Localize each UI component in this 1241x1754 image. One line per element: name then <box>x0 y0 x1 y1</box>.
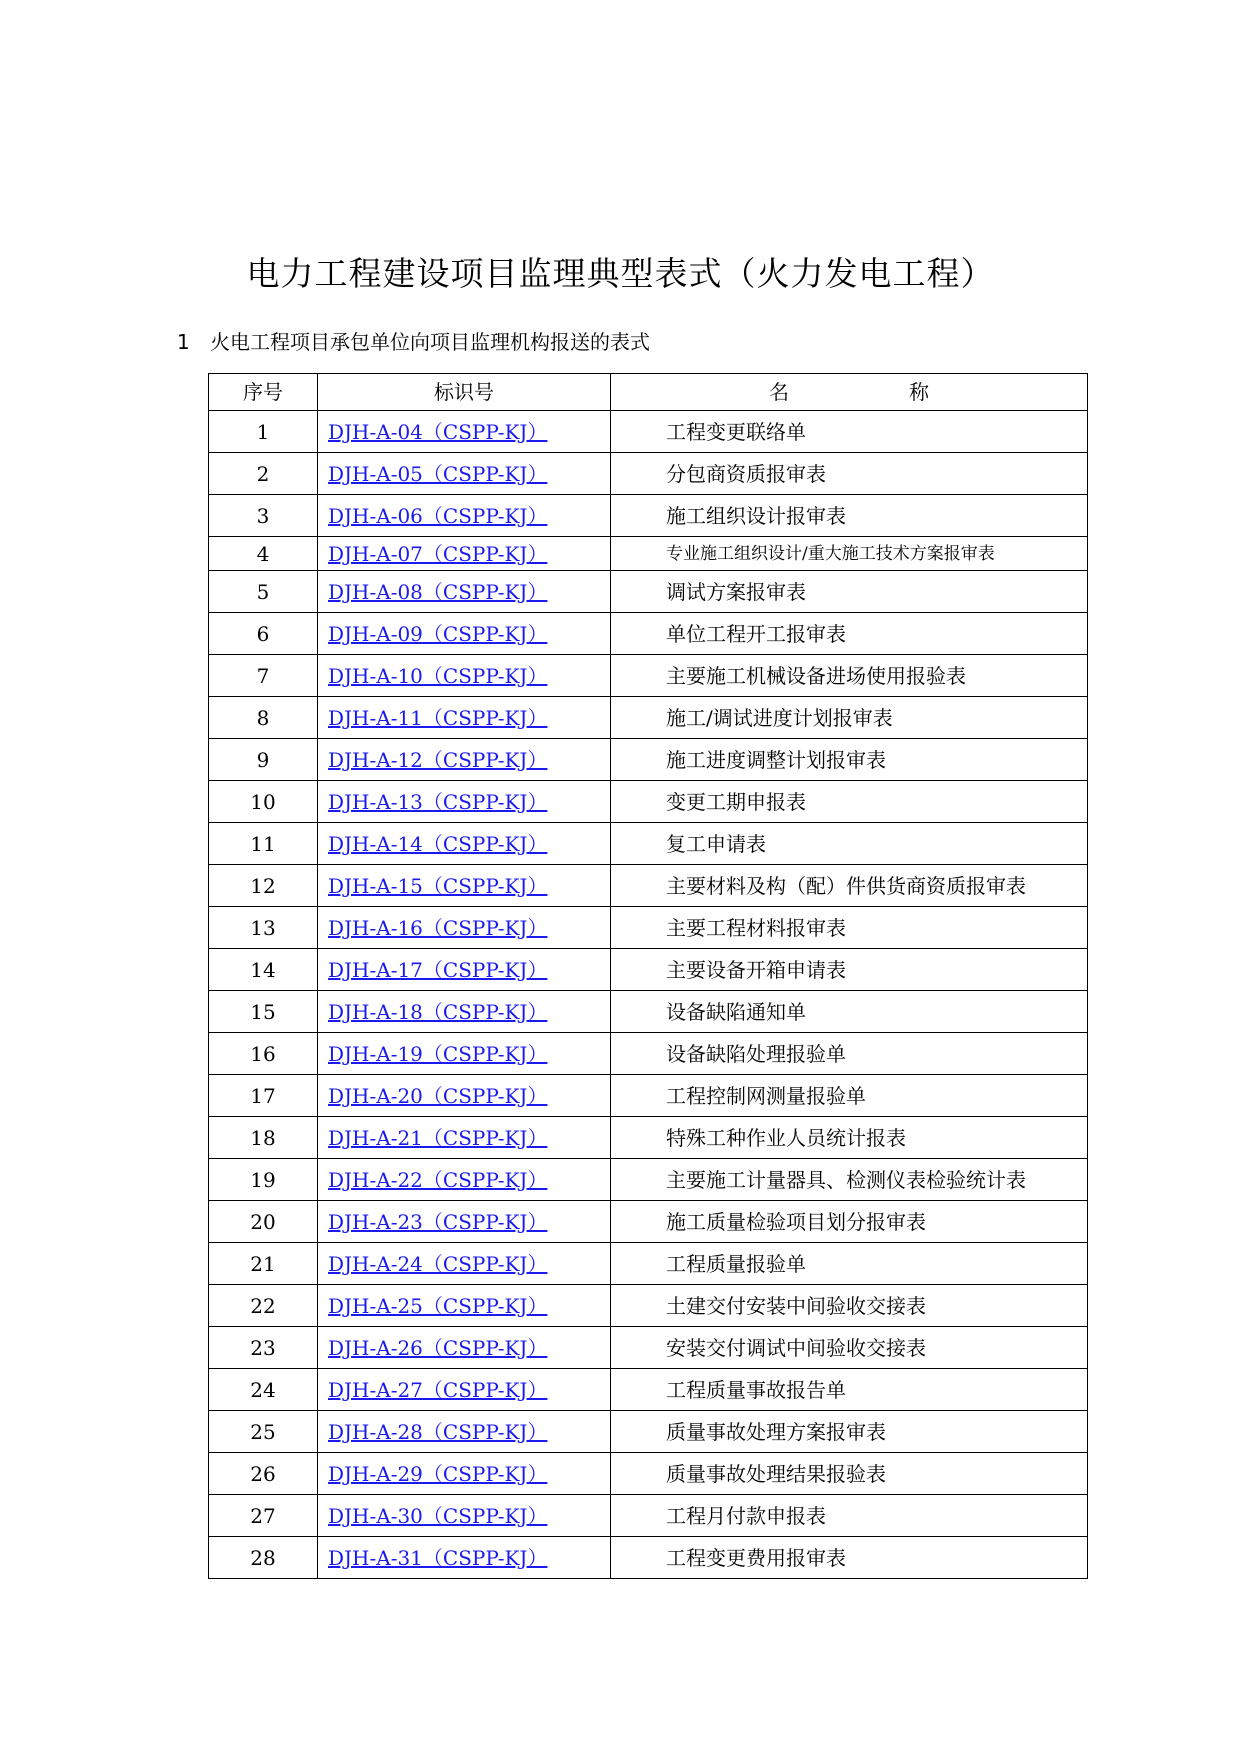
form-code-link[interactable]: DJH-A-17（CSPP-KJ） <box>328 957 548 982</box>
table-row <box>209 907 1088 949</box>
table-row <box>209 613 1088 655</box>
row-code-cell <box>318 1285 611 1327</box>
row-code-cell <box>318 1453 611 1495</box>
row-index: 28 <box>209 1537 318 1579</box>
form-code-link[interactable]: DJH-A-15（CSPP-KJ） <box>328 873 548 898</box>
row-code-cell <box>318 571 611 613</box>
row-index: 25 <box>209 1411 318 1453</box>
row-index: 1 <box>209 411 318 453</box>
table-row <box>209 1159 1088 1201</box>
row-form-name: 工程质量报验单 <box>611 1243 1088 1285</box>
row-form-name: 专业施工组织设计/重大施工技术方案报审表 <box>611 537 1088 571</box>
row-form-name: 质量事故处理方案报审表 <box>611 1411 1088 1453</box>
form-code-link[interactable]: DJH-A-04（CSPP-KJ） <box>328 419 548 444</box>
row-index: 3 <box>209 495 318 537</box>
row-form-name: 单位工程开工报审表 <box>611 613 1088 655</box>
row-code-cell <box>318 1537 611 1579</box>
table-row <box>209 1537 1088 1579</box>
row-code-cell <box>318 949 611 991</box>
row-index: 20 <box>209 1201 318 1243</box>
form-code-link[interactable]: DJH-A-20（CSPP-KJ） <box>328 1083 548 1108</box>
form-code-link[interactable]: DJH-A-29（CSPP-KJ） <box>328 1461 548 1486</box>
row-form-name: 设备缺陷处理报验单 <box>611 1033 1088 1075</box>
form-code-link[interactable]: DJH-A-10（CSPP-KJ） <box>328 663 548 688</box>
table-row <box>209 571 1088 613</box>
row-form-name: 工程质量事故报告单 <box>611 1369 1088 1411</box>
row-form-name: 变更工期申报表 <box>611 781 1088 823</box>
form-code-link[interactable]: DJH-A-11（CSPP-KJ） <box>328 705 548 730</box>
table-row <box>209 1033 1088 1075</box>
table-row <box>209 1453 1088 1495</box>
table-row <box>209 1411 1088 1453</box>
row-index: 4 <box>209 537 318 571</box>
row-index: 24 <box>209 1369 318 1411</box>
table-row <box>209 865 1088 907</box>
row-index: 10 <box>209 781 318 823</box>
table-header-row <box>209 374 1088 411</box>
row-code-cell <box>318 411 611 453</box>
row-code-cell <box>318 1159 611 1201</box>
row-index: 14 <box>209 949 318 991</box>
header-name-part1: 名 <box>769 380 789 404</box>
row-index: 22 <box>209 1285 318 1327</box>
table-body <box>209 411 1088 1579</box>
row-form-name: 质量事故处理结果报验表 <box>611 1453 1088 1495</box>
header-code: 标识号 <box>318 374 611 411</box>
table-row <box>209 1243 1088 1285</box>
table-row <box>209 823 1088 865</box>
form-code-link[interactable]: DJH-A-31（CSPP-KJ） <box>328 1545 548 1570</box>
row-index: 17 <box>209 1075 318 1117</box>
table-row <box>209 697 1088 739</box>
form-code-link[interactable]: DJH-A-19（CSPP-KJ） <box>328 1041 548 1066</box>
row-form-name: 特殊工种作业人员统计报表 <box>611 1117 1088 1159</box>
row-code-cell <box>318 739 611 781</box>
form-code-link[interactable]: DJH-A-30（CSPP-KJ） <box>328 1503 548 1528</box>
table-row <box>209 537 1088 571</box>
row-form-name: 施工质量检验项目划分报审表 <box>611 1201 1088 1243</box>
section-number: 1 <box>177 330 190 354</box>
form-code-link[interactable]: DJH-A-24（CSPP-KJ） <box>328 1251 548 1276</box>
row-code-cell <box>318 1033 611 1075</box>
row-code-cell <box>318 453 611 495</box>
row-index: 26 <box>209 1453 318 1495</box>
row-code-cell <box>318 865 611 907</box>
row-code-cell <box>318 1495 611 1537</box>
row-code-cell <box>318 1243 611 1285</box>
form-code-link[interactable]: DJH-A-27（CSPP-KJ） <box>328 1377 548 1402</box>
row-form-name: 施工进度调整计划报审表 <box>611 739 1088 781</box>
row-form-name: 主要材料及构（配）件供货商资质报审表 <box>611 865 1088 907</box>
row-code-cell <box>318 781 611 823</box>
row-code-cell <box>318 907 611 949</box>
row-index: 7 <box>209 655 318 697</box>
row-form-name: 复工申请表 <box>611 823 1088 865</box>
header-index: 序号 <box>209 374 318 411</box>
table-row <box>209 1117 1088 1159</box>
table-row <box>209 1285 1088 1327</box>
row-code-cell <box>318 823 611 865</box>
row-index: 21 <box>209 1243 318 1285</box>
table-row <box>209 1327 1088 1369</box>
row-form-name: 主要工程材料报审表 <box>611 907 1088 949</box>
row-code-cell <box>318 1075 611 1117</box>
row-form-name: 安装交付调试中间验收交接表 <box>611 1327 1088 1369</box>
row-code-cell <box>318 495 611 537</box>
row-form-name: 工程变更费用报审表 <box>611 1537 1088 1579</box>
row-code-cell <box>318 1369 611 1411</box>
form-code-link[interactable]: DJH-A-18（CSPP-KJ） <box>328 999 548 1024</box>
form-code-link[interactable]: DJH-A-12（CSPP-KJ） <box>328 747 548 772</box>
form-code-link[interactable]: DJH-A-16（CSPP-KJ） <box>328 915 548 940</box>
row-form-name: 施工组织设计报审表 <box>611 495 1088 537</box>
row-index: 19 <box>209 1159 318 1201</box>
form-code-link[interactable]: DJH-A-28（CSPP-KJ） <box>328 1419 548 1444</box>
table-row <box>209 949 1088 991</box>
form-code-link[interactable]: DJH-A-05（CSPP-KJ） <box>328 461 548 486</box>
row-form-name: 设备缺陷通知单 <box>611 991 1088 1033</box>
table-row <box>209 739 1088 781</box>
row-form-name: 土建交付安装中间验收交接表 <box>611 1285 1088 1327</box>
row-code-cell <box>318 613 611 655</box>
form-code-link[interactable]: DJH-A-09（CSPP-KJ） <box>328 621 548 646</box>
row-index: 13 <box>209 907 318 949</box>
table-row <box>209 655 1088 697</box>
form-code-link[interactable]: DJH-A-13（CSPP-KJ） <box>328 789 548 814</box>
section-title: 火电工程项目承包单位向项目监理机构报送的表式 <box>210 330 650 354</box>
row-index: 16 <box>209 1033 318 1075</box>
row-code-cell <box>318 1411 611 1453</box>
row-index: 18 <box>209 1117 318 1159</box>
table-row <box>209 495 1088 537</box>
form-code-link[interactable]: DJH-A-07（CSPP-KJ） <box>328 541 548 566</box>
table-row <box>209 1369 1088 1411</box>
form-code-link[interactable]: DJH-A-26（CSPP-KJ） <box>328 1335 548 1360</box>
row-index: 2 <box>209 453 318 495</box>
row-form-name: 施工/调试进度计划报审表 <box>611 697 1088 739</box>
row-index: 12 <box>209 865 318 907</box>
form-code-link[interactable]: DJH-A-25（CSPP-KJ） <box>328 1293 548 1318</box>
row-form-name: 主要施工机械设备进场使用报验表 <box>611 655 1088 697</box>
row-index: 6 <box>209 613 318 655</box>
header-name-part2: 称 <box>909 380 929 404</box>
row-code-cell <box>318 1117 611 1159</box>
row-index: 15 <box>209 991 318 1033</box>
document-title: 电力工程建设项目监理典型表式（火力发电工程） <box>246 254 995 293</box>
table-row <box>209 991 1088 1033</box>
forms-table <box>208 373 1088 1579</box>
row-form-name: 工程月付款申报表 <box>611 1495 1088 1537</box>
row-code-cell <box>318 537 611 571</box>
section-heading <box>177 328 650 356</box>
table-row <box>209 1201 1088 1243</box>
row-form-name: 调试方案报审表 <box>611 571 1088 613</box>
header-name <box>611 374 1088 411</box>
row-index: 23 <box>209 1327 318 1369</box>
row-code-cell <box>318 697 611 739</box>
row-form-name: 主要施工计量器具、检测仪表检验统计表 <box>611 1159 1088 1201</box>
row-index: 8 <box>209 697 318 739</box>
row-code-cell <box>318 991 611 1033</box>
row-code-cell <box>318 1327 611 1369</box>
row-form-name: 工程变更联络单 <box>611 411 1088 453</box>
form-code-link[interactable]: DJH-A-22（CSPP-KJ） <box>328 1167 548 1192</box>
form-code-link[interactable]: DJH-A-23（CSPP-KJ） <box>328 1209 548 1234</box>
form-code-link[interactable]: DJH-A-14（CSPP-KJ） <box>328 831 548 856</box>
table-row <box>209 1495 1088 1537</box>
row-index: 11 <box>209 823 318 865</box>
table-row <box>209 1075 1088 1117</box>
form-code-link[interactable]: DJH-A-08（CSPP-KJ） <box>328 579 548 604</box>
table-row <box>209 411 1088 453</box>
row-index: 5 <box>209 571 318 613</box>
form-code-link[interactable]: DJH-A-21（CSPP-KJ） <box>328 1125 548 1150</box>
table-row <box>209 453 1088 495</box>
row-form-name: 工程控制网测量报验单 <box>611 1075 1088 1117</box>
row-code-cell <box>318 1201 611 1243</box>
row-form-name: 主要设备开箱申请表 <box>611 949 1088 991</box>
row-code-cell <box>318 655 611 697</box>
row-index: 27 <box>209 1495 318 1537</box>
form-code-link[interactable]: DJH-A-06（CSPP-KJ） <box>328 503 548 528</box>
row-form-name: 分包商资质报审表 <box>611 453 1088 495</box>
row-index: 9 <box>209 739 318 781</box>
table-row <box>209 781 1088 823</box>
